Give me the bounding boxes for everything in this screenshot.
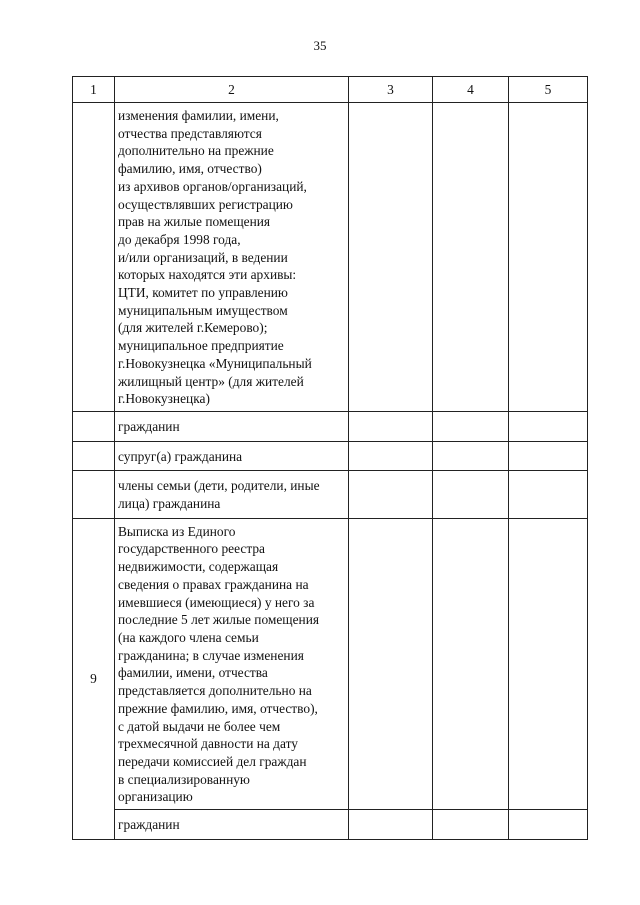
document-description-cell: гражданин xyxy=(115,411,349,441)
row-number-cell xyxy=(73,471,115,518)
empty-cell xyxy=(509,810,588,840)
table-row xyxy=(73,441,588,471)
document-description-cell: изменения фамилии, имени, отчества представляются дополнительно на прежние фамилию, имя, отчество) из архивов органов/организаций, осуществлявших регистрацию прав на жилые помещения до декабря 1998 года, и/или организаций, в ведении которых находятся эти архивы: ЦТИ, комитет по управлению муниципальным имуществом (для жителей г.Кемерово); муниципальное предприятие г.Новокузнецка «Муниципальный жилищный центр» (для жителей г.Новокузнецка) xyxy=(115,103,349,412)
empty-cell xyxy=(509,518,588,809)
empty-cell xyxy=(349,103,433,412)
empty-cell xyxy=(433,471,509,518)
empty-cell xyxy=(509,471,588,518)
document-description-cell: гражданин xyxy=(115,810,349,840)
empty-cell xyxy=(349,810,433,840)
empty-cell xyxy=(509,441,588,471)
column-header-4: 4 xyxy=(433,77,509,103)
empty-cell xyxy=(349,518,433,809)
empty-cell xyxy=(349,441,433,471)
document-description-cell: супруг(а) гражданина xyxy=(115,441,349,471)
column-header-3: 3 xyxy=(349,77,433,103)
row-number-cell: 9 xyxy=(73,518,115,839)
column-header-5: 5 xyxy=(509,77,588,103)
column-header-2: 2 xyxy=(115,77,349,103)
table-header-row xyxy=(73,77,588,103)
page-number: 35 xyxy=(313,38,327,53)
row-number-cell xyxy=(73,441,115,471)
empty-cell xyxy=(433,518,509,809)
column-header-1: 1 xyxy=(73,77,115,103)
document-table xyxy=(72,76,588,840)
empty-cell xyxy=(349,471,433,518)
table-row xyxy=(73,411,588,441)
empty-cell xyxy=(433,103,509,412)
empty-cell xyxy=(433,411,509,441)
table-row xyxy=(73,810,588,840)
table-row xyxy=(73,471,588,518)
document-description-cell: члены семьи (дети, родители, иные лица) гражданина xyxy=(115,471,349,518)
row-number-cell xyxy=(73,103,115,412)
empty-cell xyxy=(433,810,509,840)
table-row xyxy=(73,103,588,412)
document-description-cell: Выписка из Единого государственного реестра недвижимости, содержащая сведения о правах гражданина на имевшиеся (имеющиеся) у него за последние 5 лет жилые помещения (на каждого члена семьи гражданина; в случае изменения фамилии, имени, отчества представляется дополнительно на прежние фамилию, имя, отчество), с датой выдачи не более чем трехмесячной давности на дату передачи комиссией дел граждан в специализированную организацию xyxy=(115,518,349,809)
empty-cell xyxy=(509,411,588,441)
row-number-cell xyxy=(73,411,115,441)
empty-cell xyxy=(509,103,588,412)
table-row xyxy=(73,518,588,809)
empty-cell xyxy=(349,411,433,441)
empty-cell xyxy=(433,441,509,471)
